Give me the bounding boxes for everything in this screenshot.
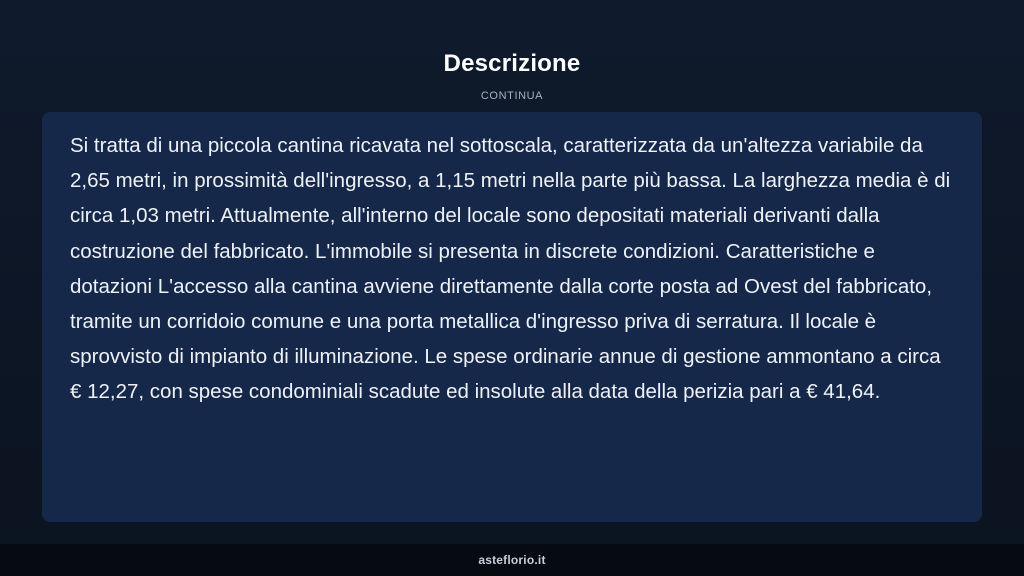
footer-bar	[0, 544, 1024, 576]
page-subtitle: CONTINUA	[480, 90, 544, 102]
description-text: Si tratta di una piccola cantina ricavata nel sottoscala, caratterizzata da un'altezza variabile da 2,65 metri, in prossimità dell'ingresso, a 1,15 metri nella parte più bassa. La larghezza media è di circa 1,03 metri. Attualmente, all'interno del locale sono depositati materiali derivanti dalla costruzione del fabbricato. L'immobile si presenta in discrete condizioni. Caratteristiche e dotazioni L'accesso alla cantina avviene direttamente dalla corte posta ad Ovest del fabbricato, tramite un corridoio comune e una porta metallica d'ingresso priva di serratura. Il locale è sprovvisto di impianto di illuminazione. Le spese ordinarie annue di gestione ammontano a circa € 12,27, con spese condominiali scadute ed insolute alla data della perizia pari a € 41,64.	[70, 134, 951, 404]
page-title: Descrizione	[443, 50, 581, 77]
description-card	[42, 112, 982, 522]
footer-brand: asteflorio.it	[478, 553, 546, 567]
